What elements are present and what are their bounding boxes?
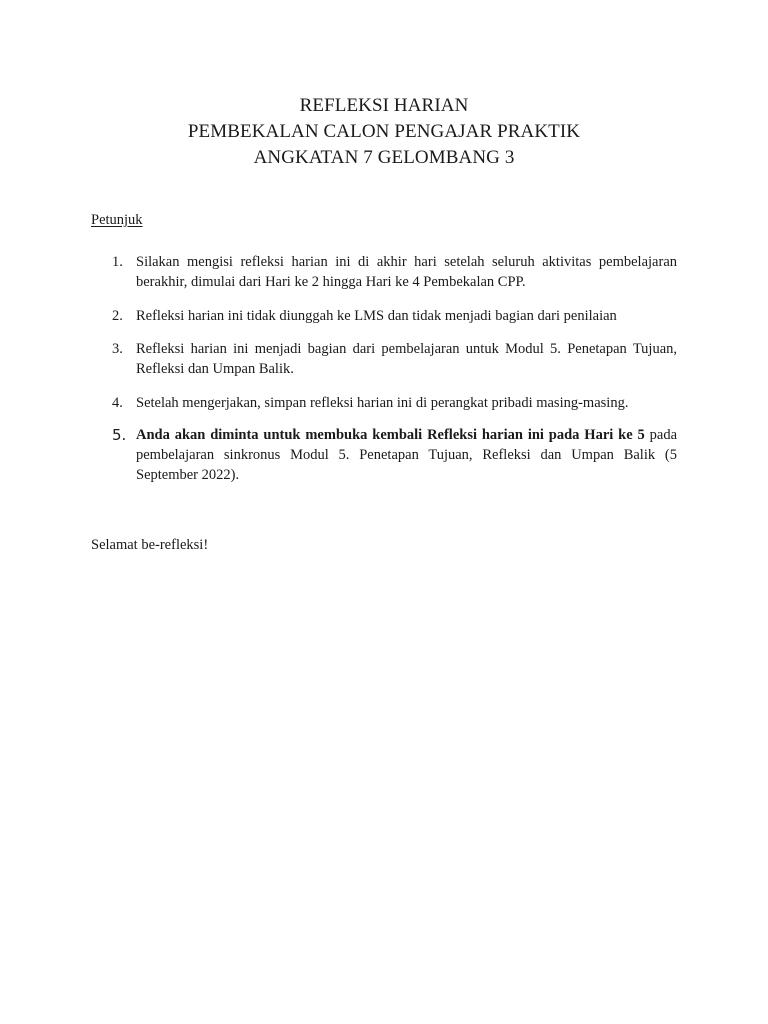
title-line-2: PEMBEKALAN CALON PENGAJAR PRAKTIK [187, 121, 581, 142]
title-line-3: ANGKATAN 7 GELOMBANG 3 [253, 147, 515, 168]
closing-text: Selamat be-refleksi! [91, 537, 209, 553]
instruction-text: Silakan mengisi refleksi harian ini di akhir hari setelah seluruh aktivitas pembelajaran berakhir, dimulai dari Hari ke 2 hingga Hari ke 4 Pembekalan CPP. [136, 254, 677, 290]
instruction-item [91, 252, 677, 292]
section-label-petunjuk: Petunjuk [91, 212, 143, 228]
instruction-number: 4. [112, 395, 123, 411]
instruction-text: Refleksi harian ini tidak diunggah ke LMS dan tidak menjadi bagian dari penilaian [136, 308, 617, 324]
instruction-item [91, 425, 677, 485]
title-line-1: REFLEKSI HARIAN [299, 95, 469, 116]
instruction-text: Refleksi harian ini menjadi bagian dari pembelajaran untuk Modul 5. Penetapan Tujuan, Refleksi dan Umpan Balik. [136, 341, 677, 377]
document-title [0, 93, 768, 171]
instruction-item [91, 393, 677, 413]
instruction-text: pada pembelajaran sinkronus Modul 5. Penetapan Tujuan, Refleksi dan Umpan Balik (5 September 2022). [136, 427, 677, 483]
instruction-number: 1. [112, 254, 123, 270]
instruction-number: 3. [112, 341, 123, 357]
instruction-item [91, 306, 677, 326]
instruction-item [91, 339, 677, 379]
instruction-number: 5. [112, 426, 127, 444]
instruction-bold-text: Anda akan diminta untuk membuka kembali Refleksi harian ini pada Hari ke 5 [136, 427, 645, 443]
instructions-list [91, 252, 677, 485]
instruction-number: 2. [112, 308, 123, 324]
instruction-text: Setelah mengerjakan, simpan refleksi harian ini di perangkat pribadi masing-masing. [136, 395, 629, 411]
